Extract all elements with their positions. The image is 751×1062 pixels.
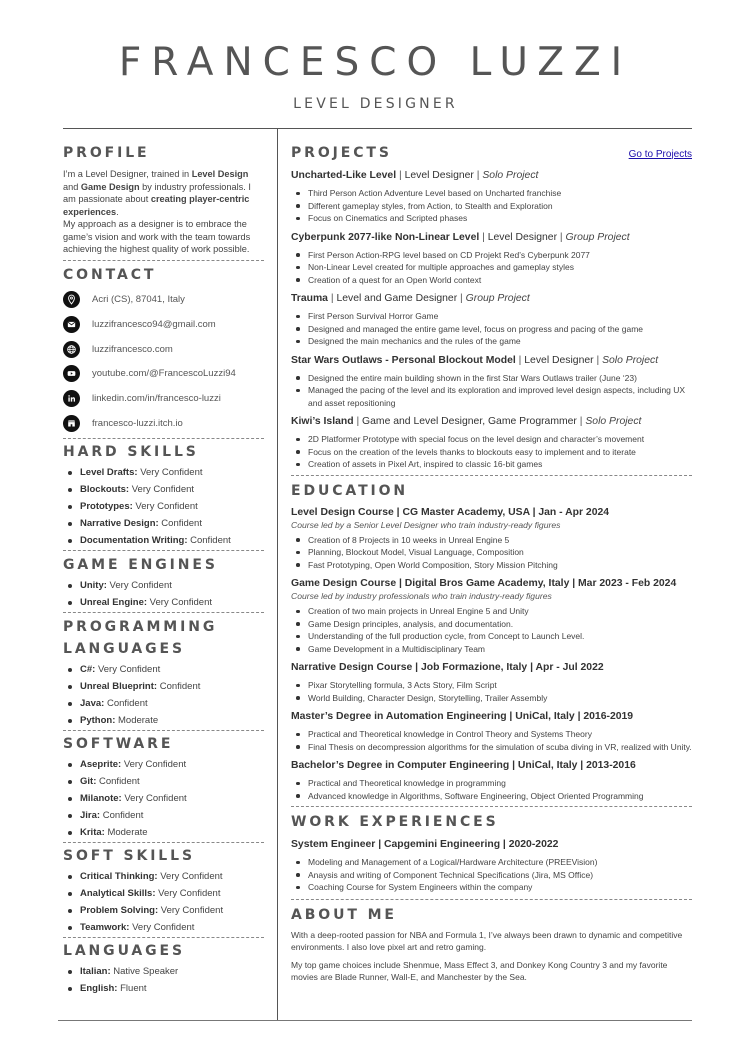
project-title [291, 413, 692, 431]
project-bullets [291, 433, 692, 471]
skill-name: Aseprite: [80, 758, 122, 770]
education-bullets [291, 534, 692, 572]
project-name: Trauma [291, 293, 328, 304]
title-separator: | [515, 354, 525, 366]
section-divider [63, 438, 264, 439]
hard-skills-heading: HARD SKILLS [63, 443, 199, 460]
skill-level: Very Confident [106, 579, 172, 591]
section-divider [63, 550, 264, 551]
languages-list [63, 963, 264, 997]
skill-item [63, 498, 264, 515]
education-bullets [291, 679, 692, 704]
skill-item [63, 695, 264, 712]
game-engines-heading: GAME ENGINES [63, 556, 218, 573]
bullet-item: Creation of assets in Pixel Art, inspired to classic 16-bit games [291, 458, 692, 471]
education-title: Level Design Course | CG Master Academy, USA | Jan - Apr 2024 [291, 506, 610, 518]
education-entry [291, 504, 692, 572]
skill-name: Unreal Engine: [80, 596, 148, 608]
bullet-item: Creation of 8 Projects in 10 weeks in Unreal Engine 5 [291, 534, 692, 547]
education-heading: EDUCATION [291, 482, 409, 499]
skill-level: Very Confident [121, 792, 187, 804]
education-section [291, 480, 692, 803]
title-separator: | [473, 170, 483, 181]
section-divider [291, 899, 692, 900]
programming-heading-line1: PROGRAMMING [63, 618, 218, 635]
skill-level: Very Confident [155, 887, 221, 899]
skill-item [63, 594, 264, 611]
education-bullets [291, 728, 692, 753]
education-title: Narrative Design Course | Job Formazione, Italy | Apr - Jul 2022 [291, 662, 604, 673]
education-title: Master’s Degree in Automation Engineering | UniCal, Italy | 2016-2019 [291, 711, 634, 722]
project-type: Group Project [565, 231, 630, 243]
skill-item [63, 756, 264, 773]
project-role: Level Designer [404, 170, 474, 181]
header-divider [63, 128, 692, 129]
profile-text-run: . [116, 206, 119, 217]
profile-approach-text: My approach as a designer is to embrace the game’s vision and work with the team towards achieving the highest quality of work possible. [63, 219, 251, 254]
project-bullets [291, 187, 692, 225]
skill-name: Blockouts: [80, 483, 130, 495]
contact-linkedin-text[interactable]: linkedin.com/in/francesco-luzzi [92, 393, 221, 405]
project-name: Star Wars Outlaws - Personal Blockout Model [291, 354, 516, 366]
profile-emphasis: Level Design [191, 169, 249, 179]
hard-skills-list [63, 464, 264, 549]
skill-level: Very Confident [137, 466, 203, 478]
section-divider [63, 842, 264, 843]
project-role: Game and Level Designer, Game Programmer [362, 416, 577, 427]
skill-item [63, 678, 264, 695]
about-section [291, 904, 692, 983]
project-entry [291, 290, 692, 348]
skill-name: Italian: [80, 965, 111, 977]
section-divider [63, 730, 264, 731]
skill-item [63, 712, 264, 729]
education-entry [291, 575, 692, 655]
skill-name: Git: [80, 775, 97, 787]
skill-level: Confident [104, 697, 148, 709]
bullet-item: Advanced knowledge in Algorithms, Software Engineering, Object Oriented Programming [291, 790, 692, 803]
bullet-item: Focus on the creation of the levels thanks to blockouts easy to implement and to iterate [291, 446, 692, 459]
programming-section [63, 616, 264, 729]
software-section [63, 733, 264, 841]
profile-heading: PROFILE [63, 145, 150, 161]
project-type: Solo Project [585, 416, 642, 427]
column-divider [277, 128, 278, 1020]
skill-level: Very Confident [158, 904, 224, 916]
section-divider [63, 937, 264, 938]
bullet-item: Creation of a quest for an Open World context [291, 274, 692, 287]
soft-skills-heading: SOFT SKILLS [63, 847, 195, 864]
title-separator: | [396, 170, 405, 181]
contact-heading: CONTACT [63, 266, 157, 283]
bullet-item: Game Development in a Multidisciplinary Team [291, 643, 692, 656]
skill-name: Prototypes: [80, 500, 133, 512]
project-title [291, 229, 692, 247]
projects-header [291, 142, 692, 164]
section-divider [291, 806, 692, 807]
contact-website-text[interactable]: luzzifrancesco.com [92, 343, 173, 355]
contact-email[interactable] [63, 312, 264, 337]
projects-heading: PROJECTS [291, 145, 392, 161]
skill-item [63, 790, 264, 807]
project-bullets [291, 310, 692, 348]
projects-list [291, 167, 692, 471]
skill-level: Fluent [117, 982, 147, 994]
skill-item [63, 824, 264, 841]
about-text-2: My top game choices include Shenmue, Mass Effect 3, and Donkey Kong Country 3 and my favorite movies are Blade Runner, Wall-E, and Manchester by the Sea. [291, 959, 668, 982]
project-name: Kiwi’s Island [291, 416, 354, 427]
contact-address [63, 288, 264, 313]
email-icon [63, 316, 80, 333]
project-title [291, 167, 692, 185]
skill-level: Confident [158, 517, 202, 529]
project-entry [291, 413, 692, 471]
work-list [291, 836, 692, 894]
profile-text-run: by industry professionals. I am passionate about [63, 181, 251, 204]
skill-name: English: [80, 982, 118, 994]
contact-website[interactable] [63, 337, 264, 362]
languages-section [63, 940, 264, 997]
bullet-item: Understanding of the full production cycle, from Concept to Launch Level. [291, 630, 692, 643]
bullet-item: Different gameplay styles, from Action, to Stealth and Exploration [291, 200, 692, 213]
skill-name: Teamwork: [80, 921, 130, 933]
project-role: Level Designer [524, 354, 594, 366]
footer-divider [58, 1020, 692, 1021]
skill-name: Problem Solving: [80, 904, 159, 916]
skill-level: Confident [157, 680, 201, 692]
title-separator: | [457, 293, 466, 304]
bullet-item: Focus on Cinematics and Scripted phases [291, 212, 692, 225]
skill-item [63, 885, 264, 902]
skill-level: Very Confident [132, 500, 198, 512]
bullet-item: Designed and managed the entire game level, focus on progress and pacing of the game [291, 323, 692, 336]
skill-name: Java: [80, 697, 105, 709]
skill-item [63, 532, 264, 549]
bullet-item: Planning, Blockout Model, Visual Language, Composition [291, 546, 692, 559]
contact-address-text: Acri (CS), 87041, Italy [92, 294, 185, 306]
hard-skills-section [63, 441, 264, 549]
bullet-item: Modeling and Management of a Logical/Hardware Architecture (PREEVision) [291, 856, 692, 869]
linkedin-icon [63, 390, 80, 407]
skill-level: Native Speaker [110, 965, 179, 977]
contact-itchio[interactable] [63, 411, 264, 436]
bullet-item: Pixar Storytelling formula, 3 Acts Story, Film Script [291, 679, 692, 692]
work-heading: WORK EXPERIENCES [291, 814, 499, 830]
skill-name: Narrative Design: [80, 517, 159, 529]
title-separator: | [557, 231, 566, 243]
contact-youtube[interactable] [63, 362, 264, 387]
about-heading: ABOUT ME [291, 906, 397, 923]
education-bullets [291, 605, 692, 655]
contact-itchio-text[interactable]: francesco-luzzi.itch.io [92, 417, 183, 429]
skill-item [63, 773, 264, 790]
bullet-item: Practical and Theoretical knowledge in programming [291, 777, 692, 790]
project-name: Cyberpunk 2077-like Non-Linear Level [291, 231, 480, 243]
game-engines-section [63, 554, 264, 611]
project-role: Level Designer [487, 231, 558, 243]
skill-name: Critical Thinking: [80, 870, 158, 882]
bullet-item: First Person Survival Horror Game [291, 310, 692, 323]
project-entry [291, 352, 692, 410]
programming-heading-line2: LANGUAGES [63, 640, 185, 657]
skill-name: Milanote: [80, 792, 122, 804]
skill-item [63, 963, 264, 980]
skill-level: Moderate [104, 826, 148, 838]
globe-icon [63, 341, 80, 358]
skill-level: Very Confident [121, 758, 187, 770]
project-type: Solo Project [602, 354, 659, 366]
skill-level: Very Confident [129, 483, 195, 495]
education-subtitle: Course led by industry professionals who train industry-ready figures [291, 591, 552, 601]
soft-skills-section [63, 845, 264, 936]
section-divider [63, 612, 264, 613]
go-to-projects-link[interactable]: Go to Projects [628, 148, 692, 160]
project-entry [291, 167, 692, 225]
candidate-name: FRANCESCO LUZZI [118, 40, 633, 85]
project-name: Uncharted-Like Level [291, 170, 397, 181]
bullet-item: World Building, Character Design, Storytelling, Trailer Assembly [291, 692, 692, 705]
title-separator: | [353, 416, 363, 427]
skill-item [63, 577, 264, 594]
skill-item [63, 807, 264, 824]
project-bullets [291, 249, 692, 287]
work-bullets [291, 856, 692, 894]
education-subtitle: Course led by a Senior Level Designer who train industry-ready figures [291, 519, 561, 530]
skill-name: Krita: [80, 826, 105, 838]
education-entry [291, 708, 692, 753]
education-title: Bachelor’s Degree in Computer Engineering | UniCal, Italy | 2013-2016 [291, 760, 636, 771]
project-title [291, 352, 692, 370]
title-separator: | [327, 293, 337, 304]
contact-list [63, 288, 264, 436]
project-type: Group Project [465, 293, 530, 304]
work-title: System Engineer | Capgemini Engineering | 2020-2022 [291, 839, 559, 850]
skill-level: Confident [96, 775, 140, 787]
bullet-item: Creation of two main projects in Unreal Engine 5 and Unity [291, 605, 692, 618]
skill-name: Python: [80, 714, 116, 726]
bullet-item: Final Thesis on decompression algorithms for the simulation of scuba diving in VR, realized with Unity. [291, 741, 692, 754]
location-pin-icon [63, 291, 80, 308]
bullet-item: Third Person Action Adventure Level based on Uncharted franchise [291, 187, 692, 200]
work-entry [291, 836, 692, 894]
section-divider [291, 475, 692, 476]
education-entry [291, 659, 692, 704]
bullet-item: Fast Prototyping, Open World Composition, Story Mission Pitching [291, 559, 692, 572]
profile-text-run: I’m a Level Designer, trained in [63, 169, 192, 179]
skill-level: Very Confident [157, 870, 223, 882]
itchio-icon [63, 415, 80, 432]
title-separator: | [576, 416, 586, 427]
skill-name: C#: [80, 663, 96, 675]
profile-emphasis: Game Design [80, 181, 140, 192]
education-bullets [291, 777, 692, 802]
skill-item [63, 515, 264, 532]
skill-name: Analytical Skills: [80, 887, 156, 899]
software-list [63, 756, 264, 841]
about-text-1: With a deep-rooted passion for NBA and Formula 1, I’ve always been drawn to dynamic and competitive environments. I also love pixel art and retro gaming. [291, 929, 683, 952]
skill-level: Confident [100, 809, 144, 821]
skill-level: Confident [187, 534, 231, 546]
skill-name: Level Drafts: [80, 466, 138, 478]
bullet-item: Game Design principles, analysis, and documentation. [291, 618, 692, 631]
bullet-item: Designed the main mechanics and the rules of the game [291, 335, 692, 348]
skill-name: Documentation Writing: [80, 534, 188, 546]
skill-item [63, 868, 264, 885]
software-heading: SOFTWARE [63, 735, 174, 752]
skill-level: Very Confident [147, 596, 213, 608]
skill-level: Very Confident [129, 921, 195, 933]
skill-name: Unity: [80, 579, 107, 591]
skill-name: Jira: [80, 809, 101, 821]
left-column [63, 142, 264, 997]
education-list [291, 504, 692, 803]
contact-linkedin[interactable] [63, 386, 264, 411]
skill-level: Very Confident [95, 663, 161, 675]
project-bullets [291, 372, 692, 410]
bullet-item: Managed the pacing of the level and its exploration and improved level design aspects, including UX and asset repositioning [291, 384, 692, 409]
skill-item [63, 902, 264, 919]
soft-skills-list [63, 868, 264, 936]
bullet-item: Coaching Course for System Engineers within the company [291, 881, 692, 894]
job-title: LEVEL DESIGNER [293, 96, 458, 112]
languages-heading: LANGUAGES [63, 942, 185, 959]
bullet-item: Anaysis and writing of Component Technical Specifications (Jira, MS Office) [291, 869, 692, 882]
profile-text [63, 168, 264, 218]
bullet-item: Practical and Theoretical knowledge in Control Theory and Systems Theory [291, 728, 692, 741]
project-title [291, 290, 692, 308]
skill-name: Unreal Blueprint: [80, 680, 158, 692]
contact-email-text[interactable]: luzzifrancesco94@gmail.com [92, 319, 216, 331]
skill-item [63, 464, 264, 481]
project-entry [291, 229, 692, 287]
bullet-item: 2D Platformer Prototype with special focus on the level design and character’s movement [291, 433, 692, 446]
skill-item [63, 481, 264, 498]
profile-text-run: and [63, 181, 81, 192]
education-title: Game Design Course | Digital Bros Game Academy, Italy | Mar 2023 - Feb 2024 [291, 578, 677, 589]
right-column [291, 142, 692, 983]
projects-section [291, 142, 692, 471]
skill-level: Moderate [115, 714, 159, 726]
bullet-item: First Person Action-RPG level based on CD Projekt Red’s Cyberpunk 2077 [291, 249, 692, 262]
work-section [291, 811, 692, 894]
section-divider [63, 260, 264, 261]
project-type: Solo Project [482, 170, 539, 181]
contact-section [63, 264, 264, 436]
project-role: Level and Game Designer [336, 293, 458, 304]
contact-youtube-text[interactable]: youtube.com/@FrancescoLuzzi94 [92, 368, 236, 380]
title-separator: | [479, 231, 488, 243]
youtube-icon [63, 365, 80, 382]
skill-item [63, 980, 264, 997]
game-engines-list [63, 577, 264, 611]
programming-list [63, 661, 264, 729]
title-separator: | [593, 354, 603, 366]
profile-section [63, 142, 264, 256]
profile-emphasis: creating player-centric experiences [63, 194, 250, 217]
skill-item [63, 919, 264, 936]
bullet-item: Designed the entire main building shown in the first Star Wars Outlaws trailer (June ‘23) [291, 372, 692, 385]
education-entry [291, 757, 692, 802]
skill-item [63, 661, 264, 678]
bullet-item: Non-Linear Level created for multiple approaches and gameplay styles [291, 261, 692, 274]
